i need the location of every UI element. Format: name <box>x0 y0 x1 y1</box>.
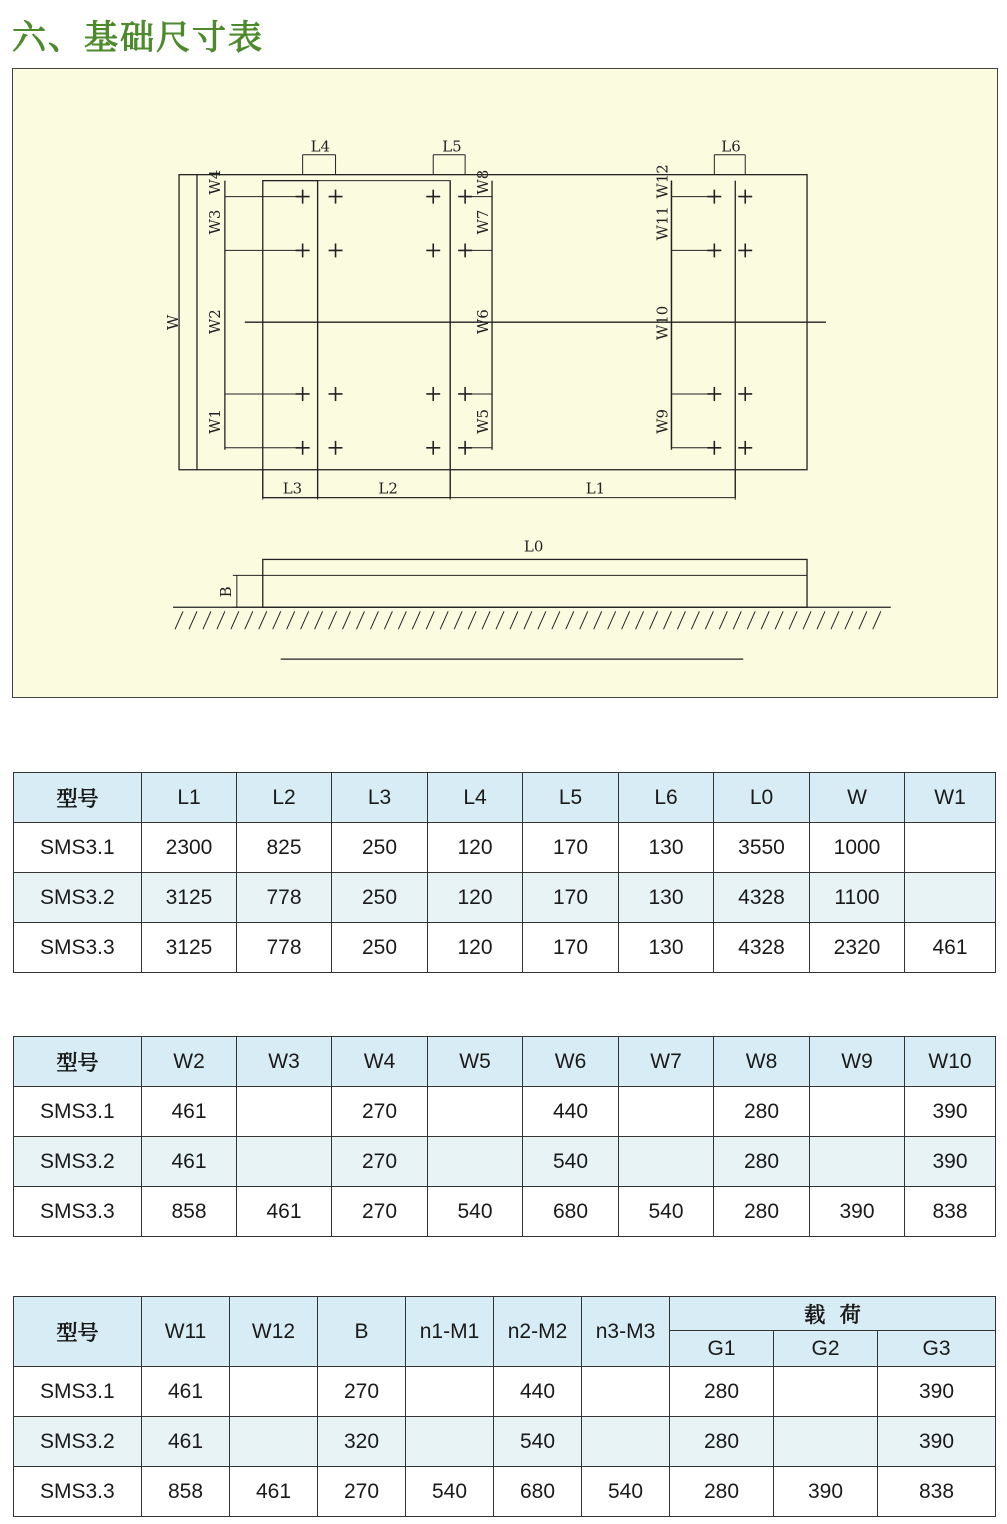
table-row <box>14 1087 996 1137</box>
table-cell: 130 <box>619 923 714 973</box>
table-cell: 461 <box>230 1467 318 1517</box>
header-cell: W3 <box>237 1037 332 1087</box>
header-cell: L0 <box>714 773 810 823</box>
header-cell: W8 <box>714 1037 810 1087</box>
label-w: W <box>164 314 183 331</box>
table-cell: 250 <box>332 923 428 973</box>
label-l4: L4 <box>310 137 331 156</box>
header-cell: G3 <box>878 1331 996 1367</box>
label-w2: W2 <box>205 309 224 335</box>
page-title: 六、基础尺寸表 <box>12 18 264 58</box>
table-row <box>14 823 996 873</box>
elevation-base <box>263 559 807 607</box>
table-row <box>14 1187 996 1237</box>
header-cell: W1 <box>905 773 996 823</box>
dimension-table-2 <box>13 1036 996 1237</box>
header-cell: n3-M3 <box>582 1297 670 1367</box>
table-cell: 440 <box>494 1367 582 1417</box>
label-l0: L0 <box>523 537 544 556</box>
label-w11: W11 <box>653 206 672 241</box>
table-cell: 250 <box>332 873 428 923</box>
table-cell: 120 <box>428 823 523 873</box>
table-cell: 3125 <box>142 923 237 973</box>
header-cell: L3 <box>332 773 428 823</box>
header-cell: W <box>810 773 905 823</box>
table-cell <box>905 873 996 923</box>
table-cell: 3550 <box>714 823 810 873</box>
table-cell: 390 <box>878 1367 996 1417</box>
table-cell: 838 <box>878 1467 996 1517</box>
label-w9: W9 <box>653 408 672 434</box>
table-cell <box>810 1087 905 1137</box>
table-row <box>14 923 996 973</box>
header-cell: L5 <box>523 773 619 823</box>
header-cell: G2 <box>774 1331 878 1367</box>
table-cell: 825 <box>237 823 332 873</box>
table-cell: 170 <box>523 823 619 873</box>
table-row <box>14 1367 996 1417</box>
foundation-drawing <box>12 68 998 698</box>
load-group-header: 载 荷 <box>670 1297 996 1331</box>
table-cell: 461 <box>142 1087 237 1137</box>
header-cell: 型号 <box>14 1297 142 1367</box>
label-w12: W12 <box>653 164 672 199</box>
table-cell: 270 <box>332 1087 428 1137</box>
header-cell: W2 <box>142 1037 237 1087</box>
table-cell: 540 <box>494 1417 582 1467</box>
table-cell: 461 <box>142 1367 230 1417</box>
table-cell <box>230 1417 318 1467</box>
table-cell: 2320 <box>810 923 905 973</box>
table-cell: 130 <box>619 873 714 923</box>
dimension-table-1 <box>13 772 996 973</box>
table-cell: SMS3.2 <box>14 873 142 923</box>
table-cell <box>428 1087 523 1137</box>
header-cell: L1 <box>142 773 237 823</box>
table-cell: 270 <box>318 1467 406 1517</box>
table-cell: 778 <box>237 873 332 923</box>
table-cell: 270 <box>332 1137 428 1187</box>
table-cell <box>406 1417 494 1467</box>
table-cell <box>905 823 996 873</box>
table-cell: 461 <box>142 1137 237 1187</box>
header-cell: L2 <box>237 773 332 823</box>
label-w1: W1 <box>205 408 224 434</box>
table-cell: 461 <box>142 1417 230 1467</box>
header-cell: W9 <box>810 1037 905 1087</box>
table-cell: 858 <box>142 1187 237 1237</box>
table-cell: 778 <box>237 923 332 973</box>
left-beam-2 <box>318 181 451 498</box>
table-cell: SMS3.3 <box>14 1467 142 1517</box>
header-cell: W12 <box>230 1297 318 1367</box>
dimension-table-3 <box>13 1296 996 1517</box>
header-cell: W10 <box>905 1037 996 1087</box>
table-cell: 680 <box>523 1187 619 1237</box>
table-cell: 540 <box>428 1187 523 1237</box>
table-cell: 390 <box>774 1467 878 1517</box>
table-cell: 280 <box>714 1137 810 1187</box>
table-cell: SMS3.2 <box>14 1137 142 1187</box>
table-cell: SMS3.3 <box>14 923 142 973</box>
table-cell: 320 <box>318 1417 406 1467</box>
table-cell: 461 <box>237 1187 332 1237</box>
label-w6: W6 <box>474 309 493 335</box>
table-cell: 540 <box>619 1187 714 1237</box>
table-cell: 120 <box>428 923 523 973</box>
header-cell: W11 <box>142 1297 230 1367</box>
label-l2: L2 <box>378 479 398 498</box>
table-cell: 540 <box>406 1467 494 1517</box>
table-cell <box>810 1137 905 1187</box>
table-cell: 540 <box>582 1467 670 1517</box>
table-cell: 4328 <box>714 923 810 973</box>
label-w4: W4 <box>205 169 224 195</box>
left-beam-1 <box>263 181 318 498</box>
table-cell: 390 <box>905 1137 996 1187</box>
table-cell <box>406 1367 494 1417</box>
table-cell: 461 <box>905 923 996 973</box>
table-cell: 170 <box>523 923 619 973</box>
header-cell: L4 <box>428 773 523 823</box>
table-cell: SMS3.2 <box>14 1417 142 1467</box>
table-cell <box>619 1137 714 1187</box>
label-l1: L1 <box>585 479 606 498</box>
table-cell: 1100 <box>810 873 905 923</box>
table-cell: SMS3.3 <box>14 1187 142 1237</box>
table-cell: 4328 <box>714 873 810 923</box>
header-cell: G1 <box>670 1331 774 1367</box>
table-cell: 858 <box>142 1467 230 1517</box>
label-l6: L6 <box>721 137 741 156</box>
header-cell: 型号 <box>14 1037 142 1087</box>
table-cell: 440 <box>523 1087 619 1137</box>
header-cell: n1-M1 <box>406 1297 494 1367</box>
label-l3: L3 <box>282 479 303 498</box>
table-cell: SMS3.1 <box>14 1367 142 1417</box>
table-cell: 390 <box>905 1087 996 1137</box>
table-row <box>14 1417 996 1467</box>
header-cell: n2-M2 <box>494 1297 582 1367</box>
table-cell: 270 <box>318 1367 406 1417</box>
table-cell <box>237 1137 332 1187</box>
table-cell: 280 <box>670 1417 774 1467</box>
table-cell: 250 <box>332 823 428 873</box>
table-cell: 540 <box>523 1137 619 1187</box>
table-cell <box>237 1087 332 1137</box>
table-cell <box>619 1087 714 1137</box>
table-cell <box>230 1367 318 1417</box>
ground-hatch <box>175 611 881 629</box>
table-row <box>14 1467 996 1517</box>
table-cell: 1000 <box>810 823 905 873</box>
header-cell: W5 <box>428 1037 523 1087</box>
table-cell: 390 <box>878 1417 996 1467</box>
table-row <box>14 873 996 923</box>
table-cell <box>582 1417 670 1467</box>
table-cell: 390 <box>810 1187 905 1237</box>
header-cell: W6 <box>523 1037 619 1087</box>
header-cell: B <box>318 1297 406 1367</box>
table-cell: 280 <box>714 1187 810 1237</box>
table-header-row <box>14 1037 996 1087</box>
table-row <box>14 1137 996 1187</box>
header-cell: W4 <box>332 1037 428 1087</box>
table-cell: 270 <box>332 1187 428 1237</box>
label-w7: W7 <box>474 209 493 235</box>
table-cell <box>582 1367 670 1417</box>
label-b: B <box>216 586 235 598</box>
table-cell: 3125 <box>142 873 237 923</box>
table-cell: 2300 <box>142 823 237 873</box>
table-cell: SMS3.1 <box>14 1087 142 1137</box>
label-l5: L5 <box>442 137 462 156</box>
table-cell: 280 <box>670 1367 774 1417</box>
table-cell: 280 <box>714 1087 810 1137</box>
foundation-diagram <box>13 69 997 697</box>
label-w3: W3 <box>205 209 224 235</box>
header-cell: W7 <box>619 1037 714 1087</box>
table-cell: 130 <box>619 823 714 873</box>
table-cell: 120 <box>428 873 523 923</box>
header-cell: 型号 <box>14 773 142 823</box>
table-cell <box>428 1137 523 1187</box>
table-cell: 170 <box>523 873 619 923</box>
table-header-row <box>14 773 996 823</box>
label-w8: W8 <box>474 169 493 195</box>
header-cell: L6 <box>619 773 714 823</box>
table-header-row <box>14 1297 996 1331</box>
table-cell: 838 <box>905 1187 996 1237</box>
label-w5: W5 <box>474 408 493 434</box>
table-cell <box>774 1367 878 1417</box>
label-w10: W10 <box>653 305 672 341</box>
table-cell: 680 <box>494 1467 582 1517</box>
table-cell: 280 <box>670 1467 774 1517</box>
table-cell <box>774 1417 878 1467</box>
table-cell: SMS3.1 <box>14 823 142 873</box>
